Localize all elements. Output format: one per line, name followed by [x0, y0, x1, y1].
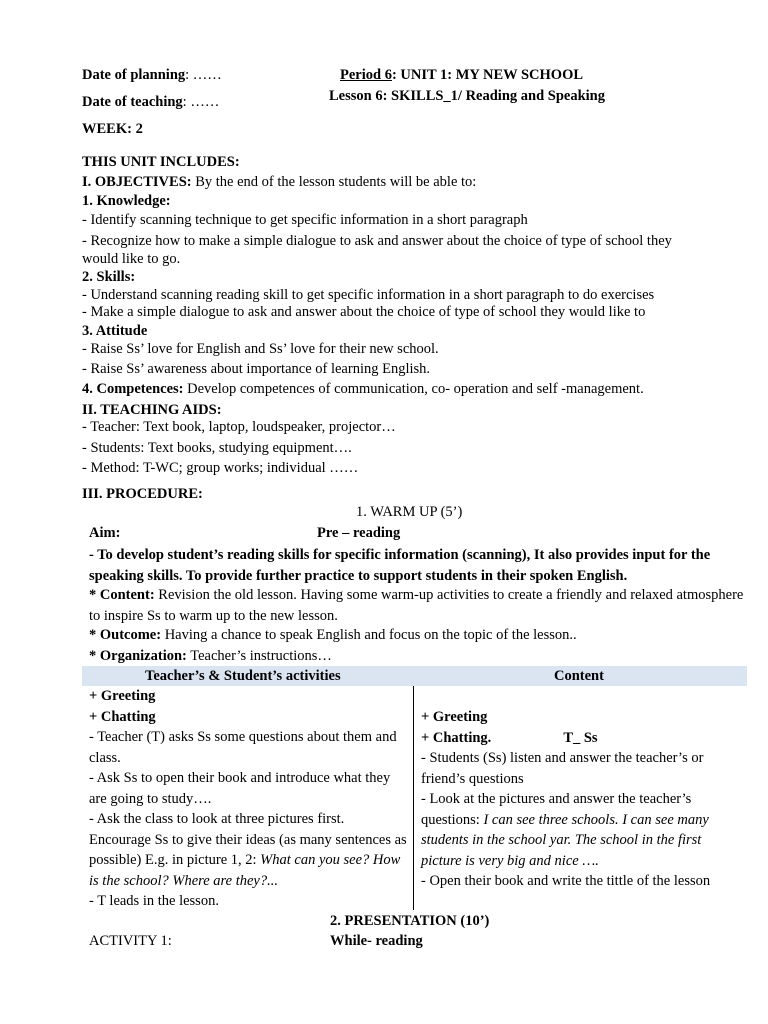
left-paragraph-3-italic: What can you see? How is the school? Where are they?...	[89, 852, 401, 889]
lesson-title-text: Lesson 6: SKILLS_1/ Reading and Speaking	[329, 88, 605, 104]
aim-text-content: - To develop student’s reading skills for specific information (scanning), It also provides input for the speaking skills. To provide further practice to support students in their spoken English.	[89, 547, 711, 584]
table-header-activities-text: Teacher’s & Student’s activities	[145, 668, 341, 684]
table-right-cell	[421, 707, 741, 892]
week	[82, 120, 143, 138]
table-left-cell	[89, 686, 409, 912]
attitude-item-2: - Raise Ss’ awareness about importance of learning English.	[82, 361, 431, 377]
left-paragraph-4: - T leads in the lesson.	[89, 893, 219, 909]
left-paragraph-2: - Ask Ss to open their book and introduce what they are going to study….	[89, 770, 391, 807]
procedure-heading	[82, 485, 203, 503]
objectives-heading: I. OBJECTIVES:	[82, 174, 192, 190]
while-reading-text: While- reading	[330, 933, 423, 949]
competences-text: Develop competences of communication, co- operation and self -management.	[183, 381, 644, 397]
attitude-item-1: - Raise Ss’ love for English and Ss’ love for their new school.	[82, 341, 439, 357]
knowledge-heading	[82, 192, 171, 210]
aim-label-text: Aim:	[89, 525, 121, 541]
unit-includes	[82, 153, 240, 171]
knowledge-item-2b: would like to go.	[82, 251, 181, 267]
presentation-heading	[330, 912, 489, 930]
left-greeting	[89, 686, 409, 707]
aim-text	[89, 545, 749, 586]
date-of-planning	[82, 66, 222, 84]
table-column-divider	[413, 686, 414, 910]
table-header-activities	[145, 667, 341, 685]
date-of-planning-label: Date of planning	[82, 67, 186, 83]
organization-label: * Organization:	[89, 648, 187, 664]
period-label: Period 6	[340, 67, 392, 83]
right-ts-text: T_ Ss	[563, 729, 598, 746]
left-paragraph-3-plain: - Ask the class to look at three pictures first. Encourage Ss to give their ideas (as many sentences as possible) E.g. in picture 1, 2:	[89, 811, 407, 868]
right-greeting-text: + Greeting	[421, 709, 488, 725]
teaching-aids-heading	[82, 401, 222, 419]
left-paragraph-3	[89, 809, 409, 891]
aim-label	[89, 524, 120, 542]
skills-heading	[82, 268, 135, 286]
right-paragraph-2	[421, 789, 741, 871]
competences-line	[82, 380, 644, 398]
content-paragraph	[89, 585, 749, 626]
knowledge-heading-text: 1. Knowledge:	[82, 193, 171, 209]
skills-heading-text: 2. Skills:	[82, 269, 136, 285]
right-paragraph-2-plain: - Look at the pictures and answer the teacher’s questions:	[421, 791, 692, 828]
presentation-heading-text: 2. PRESENTATION (10’)	[330, 913, 490, 929]
left-paragraph-1: - Teacher (T) asks Ss some questions about them and class.	[89, 729, 397, 766]
content-text: Revision the old lesson. Having some warm-up activities to create a friendly and relaxed atmosphere to inspire Ss to warm up to the new lesson.	[89, 587, 744, 624]
knowledge-item-2a: - Recognize how to make a simple dialogue to ask and answer about the choice of type of school they	[82, 233, 672, 249]
date-of-teaching-value: : ……	[182, 94, 220, 110]
right-chatting	[421, 728, 741, 749]
right-paragraph-3: - Open their book and write the tittle of the lesson	[421, 873, 711, 889]
attitude-heading	[82, 322, 147, 340]
date-of-teaching-label: Date of teaching	[82, 94, 183, 110]
pre-reading-label	[317, 524, 400, 542]
right-chatting-text: + Chatting.	[421, 729, 492, 746]
left-greeting-text: + Greeting	[89, 688, 156, 704]
skills-item-2: - Make a simple dialogue to ask and answer about the choice of type of school they would like to	[82, 304, 646, 320]
outcome-label: * Outcome:	[89, 627, 162, 643]
procedure-heading-text: III. PROCEDURE:	[82, 486, 203, 502]
date-of-planning-value: : ……	[185, 67, 222, 83]
right-greeting	[421, 707, 741, 728]
date-of-teaching	[82, 93, 219, 111]
period-unit	[340, 66, 583, 84]
content-label: * Content:	[89, 587, 155, 603]
table-header-content-text: Content	[554, 668, 604, 684]
teaching-aids-heading-text: II. TEACHING AIDS:	[82, 402, 222, 418]
pre-reading-text: Pre – reading	[317, 525, 401, 541]
outcome-text: Having a chance to speak English and focus on the topic of the lesson..	[161, 627, 577, 643]
unit-title: : UNIT 1: MY NEW SCHOOL	[391, 67, 584, 83]
objectives-line	[82, 173, 476, 191]
organization-text: Teacher’s instructions…	[186, 648, 332, 664]
table-header-content	[554, 667, 604, 685]
while-reading-label	[330, 932, 423, 950]
left-chatting	[89, 707, 409, 728]
warm-up-heading: 1. WARM UP (5’)	[356, 504, 463, 520]
objectives-intro: By the end of the lesson students will be able to:	[191, 174, 477, 190]
activity-1-label: ACTIVITY 1:	[89, 933, 172, 949]
skills-item-1: - Understand scanning reading skill to get specific information in a short paragraph to do exercises	[82, 287, 655, 303]
week-text: WEEK: 2	[82, 121, 143, 137]
competences-heading: 4. Competences:	[82, 381, 184, 397]
left-chatting-text: + Chatting	[89, 708, 156, 725]
teaching-aids-students: - Students: Text books, studying equipment….	[82, 440, 352, 456]
unit-includes-text: THIS UNIT INCLUDES:	[82, 154, 240, 170]
right-paragraph-2-italic: I can see three schools. I can see many students in the school yar. The school in the first picture is very big and nice ….	[421, 811, 709, 869]
knowledge-item-1: - Identify scanning technique to get specific information in a short paragraph	[82, 212, 528, 228]
lesson-title	[329, 87, 605, 105]
outcome-line	[89, 626, 577, 644]
organization-line	[89, 647, 332, 665]
right-paragraph-1: - Students (Ss) listen and answer the teacher’s or friend’s questions	[421, 750, 704, 787]
attitude-heading-text: 3. Attitude	[82, 323, 148, 339]
teaching-aids-teacher: - Teacher: Text book, laptop, loudspeaker, projector…	[82, 419, 396, 435]
teaching-aids-method: - Method: T-WC; group works; individual ……	[82, 460, 359, 476]
